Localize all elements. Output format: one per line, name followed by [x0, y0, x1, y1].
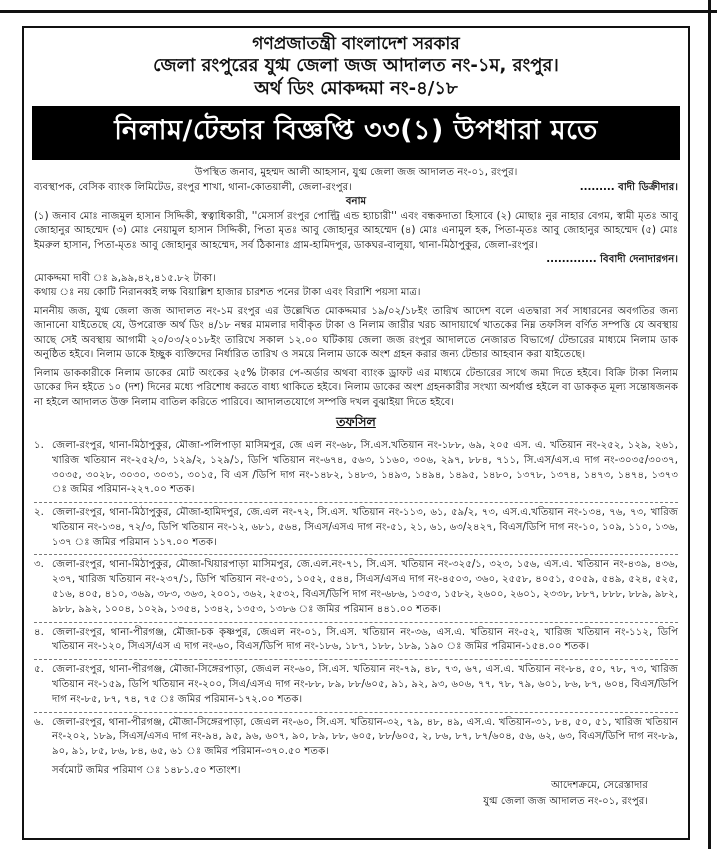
- schedule-item-number: ১.: [34, 440, 44, 451]
- total-land-area: সর্বমোট জমির পরিমাণ ঃ ১৪৮১.৫০ শতাংশ।: [52, 764, 241, 776]
- notice-document: [22, 26, 690, 840]
- schedule-item-text: জেলা-রংপুর, থানা-মিঠাপুকুর, মৌজা-খিয়ারপাড়া মাসিমপুর, জে.এল.নং-৭১, সি.এস. খতিয়ান নং-৩২৫/১, ৩২৩, ১৫৬, এস.এ. খতিয়ান নং-৪৩৯, ৪৩৬, ২৩৭, খারিজ খতিয়ান নং-২৩৭/১, ডিপি খতিয়ান নং-৫৩১, ১০৫২, ৫৪৪, সিএস/এসএ দাগ নং-৪৫০৩, ৩৬০, ২৫৫৮, ৪০৫১, ৫০৫৯, ৫৪৯, ৫২৪, ৫২৫, ৫১৬, ৪০৫, ৪১০, ৩৬৯, ৩৮৩, ৩৬৩, ২০০১, ৩৬২, ২৫৩২, বিএস/ডিপি দাগ নং-৬৮৬, ১৩৫৩, ১৫৮২, ২৬০০, ২৬০১, ২৩৩৮, ৮৮৭, ৮৮৮, ৮৮৯, ৯৮২, ৯৮৮, ৯৯২, ১০০৪, ১০২৯, ১৩৫৪, ১৩৪২, ১৩৫৩, ১৩৮৬ ঃ জমির পরিমান ৪৪১.০০ শতক।: [52, 559, 678, 615]
- plaintiff-role: ......... বাদী ডিক্রীদার।: [579, 181, 678, 193]
- court-title: জেলা রংপুরের যুগ্ম জেলা জজ আদালত নং-১ম, রংপুর।: [153, 55, 559, 77]
- plaintiff-row: [34, 181, 678, 195]
- signature-office: যুগ্ম জেলা জজ আদালত নং-০১, রংপুর।: [483, 795, 648, 807]
- versus-label: বনাম: [345, 196, 367, 208]
- schedule-item-text: জেলা-রংপুর, থানা-পীরগঞ্জ, মৌজা-চক কৃষ্ণপুর, জেএল নং-০১, সি.এস. খতিয়ান নং-৩৬, এস.এ. খতিয়ান নং-৫২, খারিজ খতিয়ান নং-১১২, ডিপি খতিয়ান নং-১২০, সিএস/এস এ দাগ নং-৬০, বিএস/ডিপি দাগ নং-১৮৬, ১৮৭, ১৮৮, ১৮৯, ১৯০ ঃ জমির পরিমান-১৫৪.০০ শতক।: [52, 626, 678, 653]
- signature-title: আদেশক্রমে, সেরেস্তাদার: [551, 780, 648, 792]
- claim-in-words: কথায় ঃ নয় কোটি নিরানব্বই লক্ষ বিয়াল্লিশ হাজার চারশত পনের টাকা এবং বিরাশি পয়সা মাত্র।: [34, 287, 421, 299]
- schedule-item-number: ২.: [34, 507, 44, 519]
- schedule-item-text: জেলা-রংপুর, থানা-মিঠাপুকুর, মৌজা-হামিদপুর, জে.এল নং-৭২, সি.এস. খতিয়ান নং-১১৩, ৬১, ৫৯/২, ৭৩, এস.এ.খতিয়ান নং-১৩৪, ৭৬, ৭৩, খারিজ খতিয়ান নং-১৩৪, ৭২/৩, ডিপি খতিয়ান নং-১২, ৬৮১, ৫৬৪, সিএস/এসএ দাগ নং-৫১, ২১, ৬১, ৬৩/২৪২৭, বিএস/ডিপি দাগ নং-১০, ১০৯, ১১০, ১৩৬, ১৩৭ ঃ জমির পরিমান ১১৭.০০ শতক।: [52, 507, 678, 548]
- schedule-item: [34, 436, 678, 503]
- schedule-item: [34, 660, 678, 712]
- notice-banner: নিলাম/টেন্ডার বিজ্ঞপ্তি ৩৩(১) উপধারা মতে: [32, 106, 680, 160]
- government-title: গণপ্রজাতন্ত্রী বাংলাদেশ সরকার: [252, 34, 460, 54]
- schedule-item-text: জেলা-রংপুর, থানা-পীরগঞ্জ, মৌজা-সিঙ্গেরপাড়া, জেএল নং-৬০, সি.এস. খতিয়ান-৩২, ৭৯, ৪৮, ৪৯, এস.এ. খতিয়ান-৩১, ৮৪, ৫০, ৫১, খারিজ খতিয়ান নং-২০২, ১৮৯, সিএস/এসএ দাগ নং-৯৪, ৯৫, ৯৬, ৬০৭, ৯০, ৮৯, ৮৮, ৬০৫, ৮৮/৬০৫, ২, ৮৬, ৮৭, ৮৭/৬০৪, ৫৬, ৬২, ৬৩, বিএস/ডিপি দাগ নং-৮৯, ৯০, ৯১, ৮৫, ৮৬, ৮৪, ৬৫, ৬১ ঃ জমির পরিমান-৩৭০.৫০ শতক।: [52, 716, 678, 758]
- claim-amount: মোকদ্দমা দাবী ঃ ৯,৯৯,৪২,৪১৫.৮২ টাকা।: [34, 272, 216, 284]
- defendant-role: ............. বিবাদী দেনাদারগন।: [546, 254, 678, 266]
- defendants-text: (১) জনাব মোঃ নাজমুল হাসান সিদ্দিকী, স্বত্বাধিকারী, ''মেসার্স রংপুর পোল্ট্রি এন্ড হ্যাচারী'' এবং বন্ধকদাতা হিসাবে (২) মোছাঃ নুর নাহার বেগম, স্বামী মৃতঃ আবু জোহানুর আহম্মেদ (৩) মোঃ নেয়ামুল হাসান সিদ্দিকী, পিতা মৃতঃ আবু জোহানুর আহম্মেদ (৪) মোঃ এনামুল হক, পিতা-মৃতঃ আবু জোহানুর আহম্মেদ (৫) মোঃ ইমরুল হাসান, পিতা-মৃতঃ আবু জোহানুর আহম্মেদ, সর্ব ঠিকানাঃ গ্রাম-হামিদপুর, ডাকঘর-বালুয়া, থানা-মিঠাপুকুর, জেলা-রংপুর।: [34, 210, 678, 251]
- top-border: [0, 0, 717, 13]
- schedule-item-number: ৬.: [34, 716, 44, 728]
- schedule-item: [34, 503, 678, 555]
- schedule-title: তফসিল: [336, 414, 376, 429]
- schedule-item-number: ৩.: [34, 559, 44, 571]
- schedule-item-number: ৫.: [34, 664, 44, 676]
- schedule-item-text: জেলা-রংপুর, থানা-মিঠাপুকুর, মৌজা-পলিপাড়া মাসিমপুর, জে এল নং-৬৮, সি.এস.খতিয়ান নং-১৮৮, ৬৯, ২০৫ এস. এ. খতিয়ান নং-২৫২, ১২৯, ২৬১, খারিজ খতিয়ান নং-২৫২/৩, ১২৯/২, ১২৯/১, ডিপি খতিয়ান নং-৬৭৪, ৫৬৩, ১১৬০, ৩০৬, ২৯৭, ৮৮৪, ৭১১, সি.এস/এস.এ দাগ নং-৩০৩৫/৩০৩৭, ৩০৩৫, ৩০২৮, ৩০৩০, ৩০৩১, ৩০১৫, বি এস /ডিপি দাগ নং-১৪৮২, ১৪৮৩, ১৪৯৩, ১৪৯৪, ১৪৯৫, ১৪৮০, ১৩৭৮, ১৩৭৪, ১৪৭৩, ১৪৭৪, ১৩৭৩ ঃ জমির পরিমান-২২৭.০০ শতক।: [52, 440, 678, 496]
- case-number: অর্থ ডিং মোকদ্দমা নং-৪/১৮: [254, 77, 458, 99]
- schedule-list: [34, 436, 678, 764]
- auction-paragraph: মাননীয় জজ, যুগ্ম জেলা জজ আদালত নং-১ম রংপুর এর উল্লেখিত মোকদ্দমার ১৯/০২/১৮ইং তারিখ আদেশ বলে এতদ্বারা সর্ব সাধারনের অবগতির জন্য জানানো যাইতেছে যে, উপরোক্ত অর্থ ডিং ৪/১৮ নম্বর মামলার দাবীকৃত টাকা ও নিলাম জারীর খরচ আদায়ার্থে খাতকের নিম্ন তফসিল বর্ণিত সম্পত্তি যে অবস্থায় আছে সেই অবস্থায় আগামী ২০/০৩/২০১৮ইং তারিখে সকাল ১২.০০ ঘটিকায় জেলা জজ রংপুর আদালতে নেজারত বিভাগে/ টেন্ডারের মাধ্যমে নিলাম ডাক অনুষ্ঠিত হইবে। নিলাম ডাকে ইচ্ছুক ব্যক্তিদের নির্ধারিত তারিখ ও সময়ে নিলাম ডাকে অংশ গ্রহন করার জন্য টেন্ডার আহবান করা যাইতেছে।: [34, 305, 678, 361]
- plaintiff-name: ব্যবস্থাপক, বেসিক ব্যাংক লিমিটেড, রংপুর শাখা, থানা-কোতয়ালী, জেলা-রংপুর।: [34, 181, 352, 193]
- present-judge: উপস্থিত জনাব, মুহম্মদ আলী আহসান, যুগ্ম জেলা জজ আদালত নং-০১, রংপুর।: [194, 167, 518, 179]
- notice-header: [34, 34, 678, 100]
- schedule-item-number: ৪.: [34, 626, 44, 638]
- schedule-item: [34, 623, 678, 661]
- schedule-item: [34, 713, 678, 764]
- right-border: [708, 0, 711, 849]
- signature-block: [34, 778, 678, 809]
- schedule-item-text: জেলা-রংপুর, থানা-পীরগঞ্জ, মৌজা-সিঙ্গেরপাড়া, জেএল নং-৬০, সি.এস. খতিয়ান নং-৭৯, ৪৮, ৭৩, ৬৭, এস.এ. খতিয়ান নং-৮৪, ৫০, ৭৮, ৭৩, খারিজ খতিয়ান নং-১৫৯, ডিপি খতিয়ান নং-২০০, সিএ/এসএ দাগ নং-৮৮, ৮৯, ৮৮/৬০৫, ৯১, ৯২, ৯৩, ৬০৬, ৭৭, ৭৮, ৭৯, ৬০১, ৮৬, ৮৭, ৬০৪, বিএস/ডিপি দাগ নং-৮৫, ৮৭, ৭৪, ৭৫ ঃ জমির পরিমান-১৭২.০০ শতক।: [52, 664, 678, 705]
- schedule-item: [34, 555, 678, 622]
- terms-paragraph: নিলাম ডাককারীকে নিলাম ডাকের মোট অংকের ২৫% টাকার পে-অর্ডার অথবা ব্যাংক ড্রাফট এর মাধ্যমে টেন্ডারের সাথে জমা দিতে হইবে। বিক্রি টাকা নিলাম ডাকের দিন হইতে ১০ (দশ) দিনের মধ্যে পরিশোধ করতে বাধ্য থাকিতে হইবে। নিলাম ডাকের অংশ গ্রহনকারীর সংখ্যা অপর্যাপ্ত হইলে বা ডাককৃত মূল্য সন্তোষজনক না হইলে আদালত উক্ত নিলাম বাতিল করিতে পারিবে। আদালতযোগে সম্পত্তি দখল বুঝাইয়া দিতে হইবে।: [34, 367, 678, 408]
